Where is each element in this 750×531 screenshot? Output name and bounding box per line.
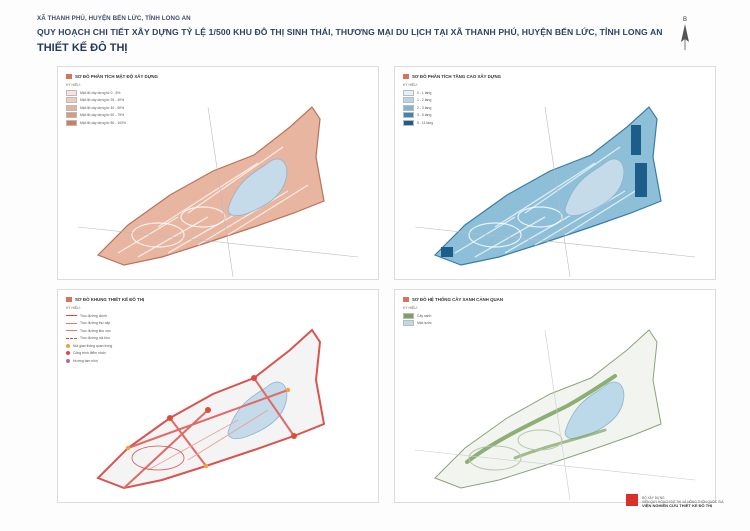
project-title: QUY HOẠCH CHI TIẾT XÂY DỰNG TỶ LỆ 1/500 KHU ĐÔ THỊ SINH THÁI, THƯƠNG MẠI DU LỊCH TẠI XÃ THANH PHÚ, HUYỆN BẾN LỨC, TỈNH LONG AN — [37, 27, 663, 37]
panel-building-height — [394, 66, 716, 280]
legend-item: 1 - 2 tầng — [403, 97, 433, 105]
ministry-name: BỘ XÂY DỰNG — [642, 496, 665, 500]
landmark-dot — [167, 415, 173, 421]
legend-heading: KÝ HIỆU: — [403, 306, 418, 310]
legend-item: Mật độ xây dựng từ 40 - 50% — [66, 104, 126, 112]
junction-dot — [286, 388, 290, 392]
legend-item: Mật độ xây dựng từ 60 - 75% — [66, 112, 126, 120]
legend-item: Nút giao thông quan trọng — [66, 342, 112, 350]
legend-item: Trục đường chính — [66, 312, 112, 320]
junction-dot — [126, 446, 130, 450]
north-arrow-icon — [676, 14, 694, 52]
legend-heading: KÝ HIỆU: — [66, 83, 81, 87]
legend-item: Mật độ xây dựng từ 25 - 40% — [66, 97, 126, 105]
institute-name: VIỆN QUY HOẠCH ĐÔ THỊ VÀ NÔNG THÔN QUỐC GIA — [642, 500, 724, 505]
legend-item: Trục đường thứ cấp — [66, 320, 112, 328]
highrise-block — [441, 247, 453, 257]
legend-heading: KÝ HIỆU: — [403, 83, 418, 87]
landmark-dot — [205, 407, 211, 413]
site-boundary — [98, 330, 324, 488]
landscape-map — [395, 290, 715, 502]
highrise-block — [631, 125, 641, 155]
legend-item: Công trình điểm nhấn — [66, 350, 112, 358]
legend-item: Mặt nước — [403, 320, 432, 328]
legend-item: Mật độ xây dựng từ 80 - 100% — [66, 119, 126, 127]
institute-block — [642, 496, 723, 509]
height-map — [395, 67, 715, 279]
legend-item: 5 - 11 tầng — [403, 119, 433, 127]
junction-dot — [204, 464, 208, 468]
panel-building-density — [57, 66, 379, 280]
north-letter: B — [682, 17, 688, 23]
section-title: THIẾT KẾ ĐÔ THỊ — [37, 42, 128, 54]
legend-heading: KÝ HIỆU: — [66, 306, 81, 310]
panel-title: SƠ ĐỒ PHÂN TÍCH MẬT ĐỘ XÂY DỰNG — [75, 74, 158, 79]
legend-item: Trục đường khu vực — [66, 327, 112, 335]
panel-urban-framework — [57, 289, 379, 503]
highrise-block — [635, 163, 647, 197]
framework-map — [58, 290, 378, 502]
location-subtitle: XÃ THANH PHÚ, HUYỆN BẾN LỨC, TỈNH LONG AN — [37, 15, 191, 22]
panel-title: SƠ ĐỒ PHÂN TÍCH TẦNG CAO XÂY DỰNG — [412, 74, 502, 79]
panel-title: SƠ ĐỒ HỆ THỐNG CÂY XANH CẢNH QUAN — [412, 297, 503, 302]
research-institute-name: VIỆN NGHIÊN CỨU THIẾT KẾ ĐÔ THỊ — [642, 503, 713, 509]
institute-logo-icon — [626, 494, 638, 506]
density-map — [58, 67, 378, 279]
panel-green-landscape — [394, 289, 716, 503]
legend-item: Mật độ xây dựng từ 0 - 5% — [66, 89, 126, 97]
legend-item: Hướng tầm nhìn — [66, 357, 112, 365]
legend-item: 3 - 5 tầng — [403, 112, 433, 120]
legend-item: 2 - 3 tầng — [403, 104, 433, 112]
panel-title: SƠ ĐỒ KHUNG THIẾT KẾ ĐÔ THỊ — [75, 297, 145, 302]
legend-item: Trục đường nội khu — [66, 335, 112, 343]
legend-item: Cây xanh — [403, 312, 432, 320]
legend-item: 0 - 1 tầng — [403, 89, 433, 97]
landmark-dot — [251, 375, 257, 381]
landmark-dot — [291, 433, 297, 439]
